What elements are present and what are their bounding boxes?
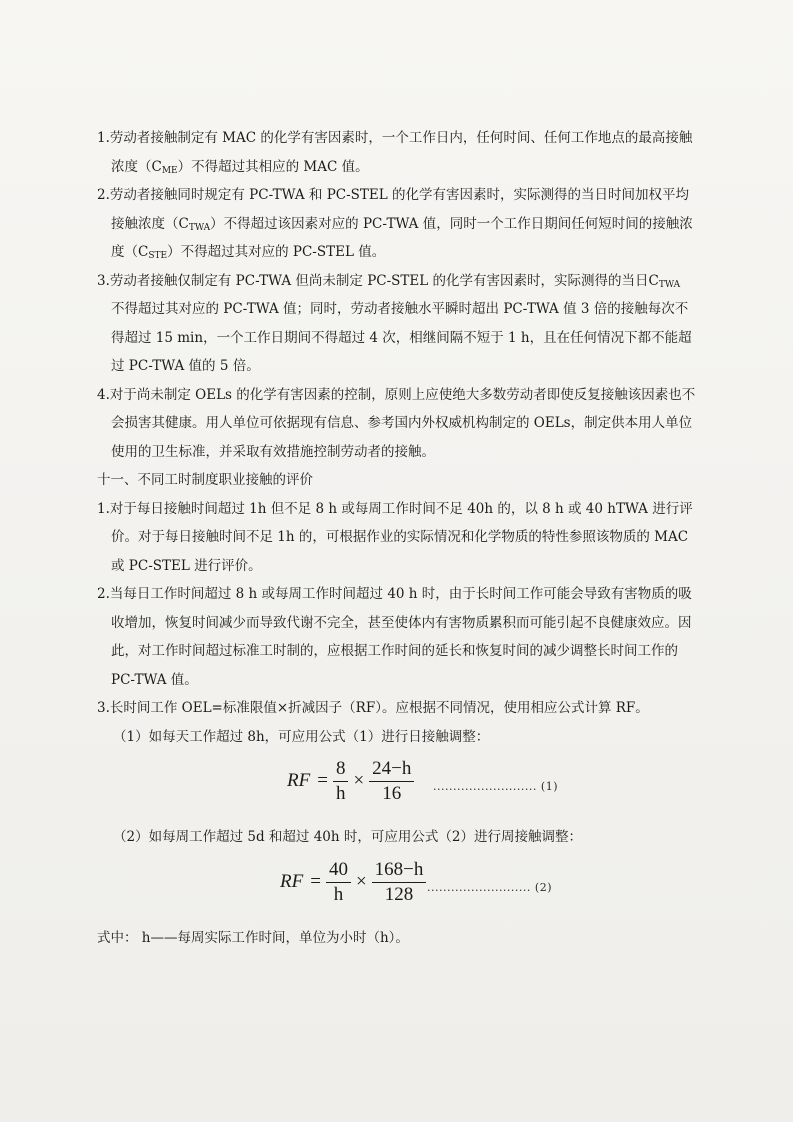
formula-1-equals: = [317,770,328,792]
clause-3 [97,267,697,381]
formula-1-num-b: 24−h [372,758,412,779]
clause-1-text-b: ）不得超过其相应的 MAC 值。 [177,158,369,175]
formula-1-lhs: RF [287,770,311,792]
clause-3-text-a: 3.劳动者接触仅制定有 PC-TWA 但尚未制定 PC-STEL 的化学有害因素时，实际测得的当日C [97,272,659,289]
formula-1-fraction-b [369,757,414,806]
formula-1-dots: .......................... [433,780,537,793]
formula-1 [97,753,697,819]
formula-1-expression [287,757,416,806]
section-heading: 十一、不同工时制度职业接触的评价 [97,472,313,488]
clause-2 [97,181,697,267]
clause-2-text-b: ）不得超过该因素对应的 PC-TWA 值，同时一个工作日期间任何短时间的接触浓度（C [111,215,693,260]
clause-1 [97,124,697,181]
clause-2-sub-a: TWA [188,222,211,233]
formula-1-times: × [353,770,365,792]
formula-2-equals: = [310,870,321,892]
formula-1-number: (1) [540,780,559,793]
formula-2-number: (2) [534,880,553,894]
formula-2-expression [280,858,428,907]
clause-1-sub: ME [161,165,178,176]
clause-2-sub-b: STE [148,251,168,261]
formula-2-num-a: 40 [328,858,348,880]
formula-1-leader [433,773,558,802]
clause-4: 4.对于尚未制定 OELs 的化学有害因素的控制，原则上应使绝大多数劳动者即使反复接触该因素也不会损害其健康。用人单位可依据现有信息、参考国内外权威机构制定的 OELs，制定供本用人单位使用的卫生标准，并采取有效措施控制劳动者的接触。 [97,386,696,460]
clause-2-text-c: ）不得超过其对应的 PC-STEL 值。 [167,244,386,260]
formula-note: 式中： h——每周实际工作时间，单位为小时（h）。 [97,929,409,946]
section-clause-3: 3.长时间工作 OEL=标准限值×折减因子（RF）。应根据不同情况，使用相应公式计算 RF。 [97,700,649,716]
formula-2-leader [427,874,552,903]
formula-1-fraction-a [333,757,349,806]
formula-2-fraction-a [326,858,351,907]
formula-1-den-b: 16 [382,783,402,805]
formula-1-den-a: h [335,783,346,805]
clause-3-sub: TWA [658,279,681,290]
formula-2-den-a: h [333,883,344,905]
clause-1-text-a: 1.劳动者接触制定有 MAC 的化学有害因素时，一个工作日内，任何时间、任何工作地点的最高接触浓度（C [97,130,693,175]
formula-1-num-a: 8 [335,758,346,779]
document-body [97,124,697,952]
clause-3-text-b: 不得超过其对应的 PC-TWA 值；同时，劳动者接触水平瞬时超出 PC-TWA 值 3 倍的接触每次不得超过 15 min，一个工作日期间不得超过 4 次，相继间隔不短于 1 h，且在任何情况下都不能超过 PC-TWA 值的 5 倍。 [111,301,692,374]
formula-2-dots: .......................... [427,880,531,894]
subclause-2: （2）如每周工作超过 5d 和超过 40h 时，可应用公式（2）进行周接触调整： [113,829,582,845]
formula-2-num-b: 168−h [374,858,424,880]
section-clause-1: 1.对于每日接触时间超过 1h 但不足 8 h 或每周工作时间不足 40h 的，以 8 h 或 40 hTWA 进行评价。对于每日接触时间不足 1h 的，可根据作业的实际情况和化学物质的特性参照该物质的 MAC 或 PC-STEL 进行评价。 [97,500,693,574]
formula-2-fraction-b [372,858,427,907]
subclause-1: （1）如每天工作超过 8h，可应用公式（1）进行日接触调整： [113,728,490,745]
formula-2-lhs: RF [280,870,304,892]
formula-2-den-b: 128 [384,883,414,905]
formula-2-times: × [355,870,367,892]
clause-2-text-a: 2.劳动者接触同时规定有 PC-TWA 和 PC-STEL 的化学有害因素时，实际测得的当日时间加权平均接触浓度（C [97,187,690,232]
section-clause-2: 2.当每日工作时间超过 8 h 或每周工作时间超过 40 h 时，由于长时间工作可能会导致有害物质的吸收增加，恢复时间减少而导致代谢不完全，甚至使体内有害物质累积而可能引起不良健康效应。因此，对工作时间超过标准工时制的，应根据工作时间的延长和恢复时间的减少调整长时间工作的 PC-TWA 值。 [97,586,692,688]
formula-2 [97,854,697,920]
